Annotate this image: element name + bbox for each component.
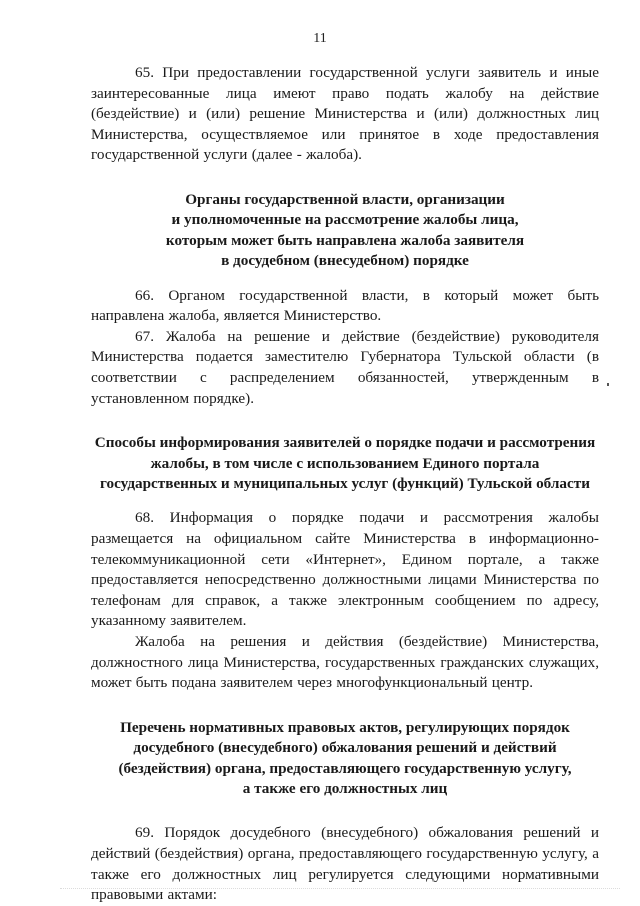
heading-line: (бездействия) органа, предоставляющего государственную услугу, <box>118 759 572 777</box>
heading-line: Перечень нормативных правовых актов, регулирующих порядок <box>120 718 570 736</box>
heading-line: Органы государственной власти, организации <box>185 190 505 208</box>
document-body <box>91 63 599 906</box>
heading-line: а также его должностных лиц <box>242 779 448 797</box>
paragraph-67: 67. Жалоба на решение и действие (бездействие) руководителя Министерства подается заместителю Губернатора Тульской области (в соответствии с распределением обязанностей, утвержденным в установленном порядке). <box>91 327 599 407</box>
paragraph-65: 65. При предоставлении государственной услуги заявитель и иные заинтересованные лица имеют право подать жалобу на действие (бездействие) и (или) решение Министерства и (или) должностных лиц Министерства, осуществляемое или принятое в ходе предоставления государственной услуги (далее - жалоба). <box>91 64 599 164</box>
scan-bottom-artifact <box>60 884 620 889</box>
heading-line: Способы информирования заявителей о порядке подачи и рассмотрения <box>94 434 596 452</box>
section-heading-legal-acts <box>91 718 599 800</box>
section-heading-informing-methods <box>91 433 599 494</box>
heading-line: досудебного (внесудебного) обжалования решений и действий <box>133 739 557 757</box>
heading-line: жалобы, в том числе с использованием Единого портала <box>150 454 540 472</box>
heading-line: которым может быть направлена жалоба заявителя <box>165 231 525 249</box>
paragraph-68-continued: Жалоба на решения и действия (бездействие) Министерства, должностного лица Министерства, государственных гражданских служащих, может быть подана заявителем через многофункциональный центр. <box>91 632 599 692</box>
heading-line: и уполномоченные на рассмотрение жалобы лица, <box>171 211 519 229</box>
heading-line: в досудебном (внесудебном) порядке <box>221 252 469 270</box>
page-number: 11 <box>313 31 327 46</box>
paragraph-68: 68. Информация о порядке подачи и рассмотрения жалобы размещается на официальном сайте Министерства в информационно-телекоммуникационной сети «Интернет», Едином портале, а также предоставляется непосредственно должностными лицами Министерства по телефонам для справок, а также электронным сообщением по адресу, указанному заявителем. <box>91 509 599 630</box>
section-heading-complaint-bodies <box>91 190 599 272</box>
paragraph-69: 69. Порядок досудебного (внесудебного) обжалования решений и действий (бездействия) органа, предоставляющего государственную услугу, а также его должностных лиц регулируется следующими нормативными правовыми актами: <box>91 824 599 904</box>
scan-artifact <box>607 383 609 386</box>
heading-line: государственных и муниципальных услуг (функций) Тульской области <box>100 474 590 492</box>
paragraph-66: 66. Органом государственной власти, в который может быть направлена жалоба, является Министерство. <box>91 286 599 325</box>
